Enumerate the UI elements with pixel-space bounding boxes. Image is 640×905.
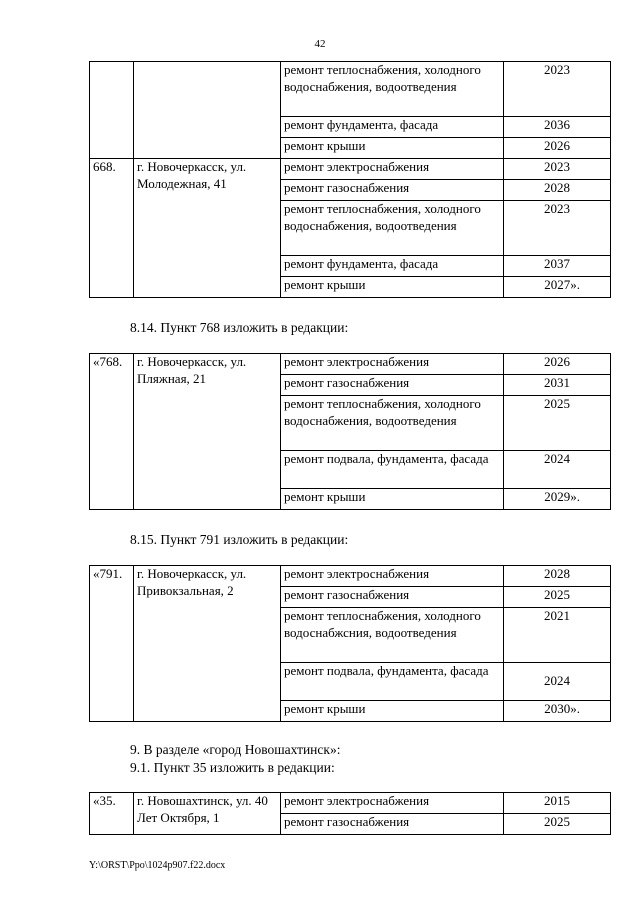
work-year: 2021 xyxy=(504,608,611,663)
item-number: 668. xyxy=(90,159,134,298)
table-row xyxy=(90,566,611,587)
register-table-1 xyxy=(89,61,611,298)
item-number: «35. xyxy=(90,793,134,835)
table-row xyxy=(90,62,611,117)
register-table-768 xyxy=(89,353,611,510)
work-type: ремонт газоснабжения xyxy=(281,814,504,835)
table-row xyxy=(90,159,611,180)
work-type: ремонт теплоснабжения, холодного водоснабжения, водоотведения xyxy=(281,201,504,256)
paragraph-8-15: 8.15. Пункт 791 изложить в редакции: xyxy=(130,532,349,547)
work-type: ремонт газоснабжения xyxy=(281,375,504,396)
table-row xyxy=(90,793,611,814)
work-year: 2026 xyxy=(504,354,611,375)
work-type: ремонт крыши xyxy=(281,277,504,298)
work-type: ремонт теплоснабжения, холодного водоснабжения, водоотведения xyxy=(281,62,504,117)
register-table-35 xyxy=(89,792,611,835)
work-year: 2029». xyxy=(504,489,611,510)
work-type: ремонт электроснабжения xyxy=(281,159,504,180)
work-type: ремонт газоснабжения xyxy=(281,180,504,201)
paragraph-9-1: 9.1. Пункт 35 изложить в редакции: xyxy=(130,760,335,775)
work-type: ремонт электроснабжения xyxy=(281,793,504,814)
work-year: 2025 xyxy=(504,814,611,835)
work-year: 2037 xyxy=(504,256,611,277)
item-address: г. Новочеркасск, ул. Привокзальная, 2 xyxy=(134,566,281,722)
work-type: ремонт фундамента, фасада xyxy=(281,117,504,138)
item-address: г. Новошахтинск, ул. 40 Лет Октября, 1 xyxy=(134,793,281,835)
paragraph-8-14: 8.14. Пункт 768 изложить в редакции: xyxy=(130,320,349,335)
work-year: 2036 xyxy=(504,117,611,138)
work-type: ремонт подвала, фундамента, фасада xyxy=(281,663,504,701)
work-year: 2026 xyxy=(504,138,611,159)
work-type: ремонт крыши xyxy=(281,489,504,510)
work-type: ремонт газоснабжения xyxy=(281,587,504,608)
item-number xyxy=(90,62,134,159)
table-row xyxy=(90,354,611,375)
work-year: 2024 xyxy=(504,663,611,701)
work-type: ремонт крыши xyxy=(281,701,504,722)
work-type: ремонт теплоснабжения, холодного водоснабжения, водоотведения xyxy=(281,396,504,451)
work-year: 2023 xyxy=(504,201,611,256)
work-type: ремонт теплоснабжения, холодного водоснабжсния, водоотведения xyxy=(281,608,504,663)
work-year: 2028 xyxy=(504,180,611,201)
register-table-791 xyxy=(89,565,611,722)
work-year: 2025 xyxy=(504,587,611,608)
work-year: 2027». xyxy=(504,277,611,298)
work-year: 2030». xyxy=(504,701,611,722)
work-year: 2031 xyxy=(504,375,611,396)
item-address xyxy=(134,62,281,159)
page-number: 42 xyxy=(314,38,326,50)
work-year: 2028 xyxy=(504,566,611,587)
work-type: ремонт электроснабжения xyxy=(281,566,504,587)
work-year: 2023 xyxy=(504,159,611,180)
item-address: г. Новочеркасск, ул. Пляжная, 21 xyxy=(134,354,281,510)
work-year: 2024 xyxy=(504,451,611,489)
item-address: г. Новочеркасск, ул. Молодежная, 41 xyxy=(134,159,281,298)
file-path-footer: Y:\ORST\Ppo\1024p907.f22.docx xyxy=(89,860,226,871)
work-type: ремонт крыши xyxy=(281,138,504,159)
work-type: ремонт фундамента, фасада xyxy=(281,256,504,277)
item-number: «768. xyxy=(90,354,134,510)
work-year: 2015 xyxy=(504,793,611,814)
work-year: 2023 xyxy=(504,62,611,117)
paragraph-9: 9. В разделе «город Новошахтинск»: xyxy=(130,742,341,757)
work-type: ремонт электроснабжения xyxy=(281,354,504,375)
work-type: ремонт подвала, фундамента, фасада xyxy=(281,451,504,489)
work-year: 2025 xyxy=(504,396,611,451)
item-number: «791. xyxy=(90,566,134,722)
